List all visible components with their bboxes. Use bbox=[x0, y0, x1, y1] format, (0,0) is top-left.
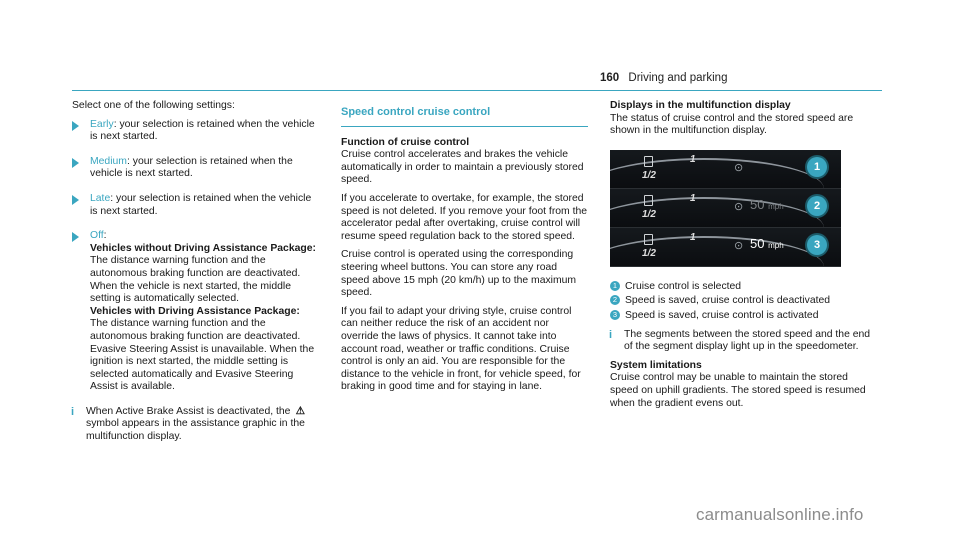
gauge-full-label: 1 bbox=[690, 153, 696, 165]
info-icon: i bbox=[609, 328, 613, 341]
callout-marker: 2 bbox=[807, 196, 827, 216]
info-icon: i bbox=[71, 405, 75, 418]
section-name: Driving and parking bbox=[628, 72, 728, 84]
watermark-text: carmanualsonline.info bbox=[696, 505, 864, 524]
cluster-row-1 bbox=[610, 150, 841, 189]
gauge-full-label: 1 bbox=[690, 192, 696, 204]
gauge-half-label: 1/2 bbox=[642, 208, 656, 220]
paragraph-overtake: If you accelerate to overtake, for example, the stored speed is not deleted. If you remove your foot from the accelerator pedal after overtaking, cruise control will resume speed regulation back to the stored speed. bbox=[341, 192, 588, 242]
column-cruise-control bbox=[341, 100, 588, 400]
paragraph-warning: If you fail to adapt your driving style, cruise control can neither reduce the risk of an accident nor override the laws of physics. It cannot take into account road, weather or traffic conditions. Cruise control is only an aid. You are responsible for the distance to the vehicle in front, for vehicle speed, for braking in good time and for staying in lane. bbox=[341, 305, 581, 393]
column-displays bbox=[610, 100, 872, 416]
callout-marker: 1 bbox=[807, 157, 827, 177]
legend-item-2 bbox=[610, 295, 872, 308]
number-badge: 2 bbox=[610, 295, 620, 305]
legend-text: Speed is saved, cruise control is activated bbox=[625, 309, 819, 321]
intro-text: Select one of the following settings: bbox=[72, 100, 235, 111]
instrument-cluster-image bbox=[610, 150, 841, 267]
paragraph-function: Cruise control accelerates and brakes the vehicle automatically in order to maintain a previously stored speed. bbox=[341, 149, 584, 186]
stored-speed: 50 mph bbox=[750, 235, 784, 251]
note-text: The segments between the stored speed and the end of the segment display light up in the speedometer. bbox=[624, 328, 871, 353]
arrow-icon bbox=[72, 121, 79, 131]
setting-medium bbox=[72, 156, 318, 181]
cruise-control-icon: ⊙ bbox=[734, 200, 744, 213]
note-text-b: symbol appears in the assistance graphic in the multifunction display. bbox=[86, 418, 305, 443]
callout-marker: 3 bbox=[807, 235, 827, 255]
gauge-full-label: 1 bbox=[690, 231, 696, 243]
cruise-control-icon: ⊙ bbox=[734, 239, 744, 252]
note-segments bbox=[610, 329, 872, 354]
subheading-displays: Displays in the multifunction display bbox=[610, 100, 791, 111]
paragraph-limitations: Cruise control may be unable to maintain the stored speed on uphill gradients. The stored speed is resumed when the gradient evens out. bbox=[610, 372, 866, 409]
legend-item-1 bbox=[610, 281, 872, 294]
with-package-heading: Vehicles with Driving Assistance Package: bbox=[90, 305, 300, 317]
fuel-icon bbox=[644, 234, 653, 245]
setting-late bbox=[72, 193, 318, 218]
cluster-row-2 bbox=[610, 189, 841, 228]
subheading-limitations: System limitations bbox=[610, 359, 702, 371]
subheading-function: Function of cruise control bbox=[341, 136, 470, 148]
setting-medium-text: : your selection is retained when the vehicle is next started. bbox=[90, 155, 293, 180]
setting-off-key: Off bbox=[90, 230, 104, 242]
cruise-control-icon: ⊙ bbox=[734, 161, 744, 174]
gauge-half-label: 1/2 bbox=[642, 247, 656, 259]
cluster-row-3 bbox=[610, 228, 841, 267]
stored-speed: 50 mph bbox=[750, 196, 784, 212]
note-brake-assist bbox=[72, 406, 318, 444]
legend-text: Cruise control is selected bbox=[625, 280, 742, 292]
column-settings bbox=[72, 100, 318, 444]
gauge-half-label: 1/2 bbox=[642, 169, 656, 181]
arrow-icon bbox=[72, 232, 79, 242]
header-rule bbox=[72, 90, 882, 91]
fuel-icon bbox=[644, 195, 653, 206]
brake-assist-symbol-icon: ⚠ bbox=[295, 405, 305, 417]
legend-item-3 bbox=[610, 310, 872, 323]
page-number: 160 bbox=[600, 72, 620, 84]
setting-late-key: Late bbox=[90, 192, 111, 204]
with-package-text: The distance warning function and the autonomous braking function are deactivated. Evasive Steering Assist is unavailable. When the ignition is next started, the middle setting is selected automatically and Evasive Steering Assist is available. bbox=[90, 318, 315, 393]
number-badge: 3 bbox=[610, 310, 620, 320]
setting-medium-key: Medium bbox=[90, 155, 127, 167]
paragraph-operation: Cruise control is operated using the corresponding steering wheel buttons. You can store any road speed above 15 mph (20 km/h) up to the maximum speed. bbox=[341, 249, 577, 299]
arrow-icon bbox=[72, 195, 79, 205]
legend-text: Speed is saved, cruise control is deactivated bbox=[625, 295, 831, 307]
section-title: Speed control cruise control bbox=[341, 106, 588, 127]
page-header bbox=[600, 72, 727, 84]
number-badge: 1 bbox=[610, 281, 620, 291]
setting-off bbox=[72, 230, 318, 394]
setting-early bbox=[72, 119, 318, 144]
setting-off-sep: : bbox=[103, 230, 107, 242]
fuel-icon bbox=[644, 156, 653, 167]
paragraph-displays: The status of cruise control and the stored speed are shown in the multifunction display. bbox=[610, 112, 854, 137]
without-package-heading: Vehicles without Driving Assistance Package: bbox=[90, 242, 316, 254]
arrow-icon bbox=[72, 158, 79, 168]
note-text-a: When Active Brake Assist is deactivated, the bbox=[86, 405, 294, 417]
setting-early-key: Early bbox=[90, 118, 114, 130]
setting-late-text: : your selection is retained when the vehicle is next started. bbox=[90, 192, 312, 217]
setting-early-text: : your selection is retained when the vehicle is next started. bbox=[90, 118, 315, 143]
without-package-text: The distance warning function and the autonomous braking function are deactivated. When the vehicle is next started, the middle setting is automatically selected. bbox=[90, 255, 301, 305]
